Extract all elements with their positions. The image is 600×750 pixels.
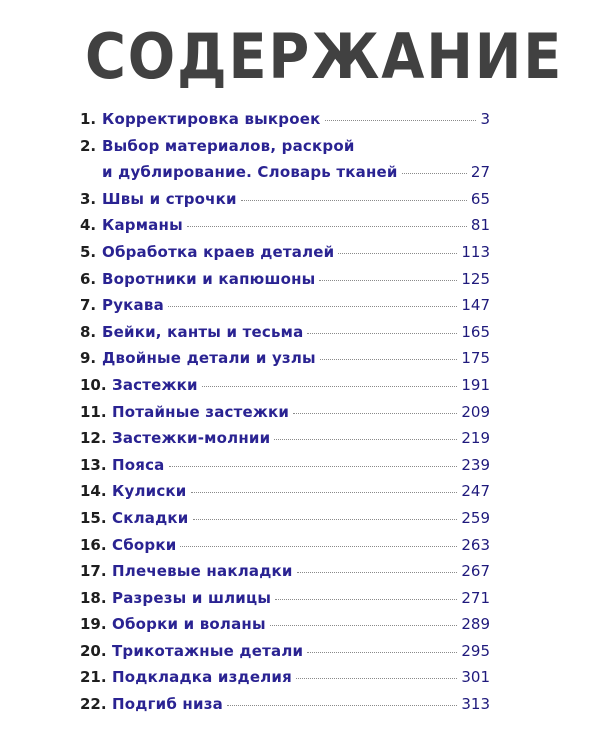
toc-page-number: 113	[461, 242, 490, 261]
toc-page-number: 191	[461, 375, 490, 394]
toc-page-number: 147	[461, 296, 490, 315]
dot-leader	[296, 678, 457, 679]
toc-entry-title: и дублирование. Словарь тканей	[102, 163, 398, 182]
toc-entry[interactable]	[80, 691, 490, 718]
toc-entry-title: Воротники и капюшоны	[102, 269, 316, 288]
toc-entry-title: Подкладка изделия	[112, 668, 292, 687]
toc-page-number: 301	[461, 668, 490, 687]
toc-entry-number: 1.	[80, 110, 97, 128]
dot-leader	[307, 333, 457, 334]
toc-entry[interactable]	[80, 345, 490, 372]
toc-entry-title: Швы и строчки	[102, 189, 237, 208]
dot-leader	[202, 386, 458, 387]
dot-leader	[270, 625, 458, 626]
toc-entry-title: Застежки-молнии	[112, 429, 271, 448]
toc-entry[interactable]	[80, 106, 490, 133]
dot-leader	[402, 173, 467, 174]
toc-entry[interactable]	[80, 532, 490, 559]
toc-entry-number: 12.	[80, 429, 107, 448]
toc-entry[interactable]	[80, 611, 490, 638]
toc-entry[interactable]	[80, 292, 490, 319]
toc-entry-title: Корректировка выкроек	[102, 110, 321, 128]
dot-leader	[307, 652, 457, 653]
toc-entry[interactable]	[80, 266, 490, 293]
toc-entry[interactable]	[80, 399, 490, 426]
toc-entry-number: 18.	[80, 588, 107, 607]
toc-entry[interactable]	[80, 558, 490, 585]
toc-page-number: 81	[470, 216, 490, 235]
toc-page-number: 289	[461, 615, 490, 634]
toc-entry-title: Двойные детали и узлы	[102, 349, 316, 368]
toc-entry-title: Выбор материалов, раскрой	[102, 136, 355, 155]
toc-entry-title: Потайные застежки	[112, 402, 290, 421]
toc-page-number: 219	[461, 429, 490, 448]
dot-leader	[325, 120, 477, 121]
toc-entry[interactable]	[80, 452, 490, 479]
toc-entry-number: 2.	[80, 136, 97, 155]
toc-page-number: 259	[461, 508, 490, 527]
dot-leader	[241, 200, 467, 201]
toc-entry-title: Оборки и воланы	[112, 615, 266, 634]
dot-leader	[187, 226, 467, 227]
toc-entry-number: 8.	[80, 322, 97, 341]
toc-entry-number: 9.	[80, 349, 97, 368]
toc-page-number: 65	[470, 189, 490, 208]
table-of-contents	[80, 106, 490, 718]
toc-entry[interactable]	[80, 425, 490, 452]
toc-entry-number: 4.	[80, 216, 97, 235]
toc-entry-number: 10.	[80, 375, 107, 394]
toc-entry-title: Карманы	[102, 216, 183, 235]
toc-entry-number: 7.	[80, 296, 97, 315]
toc-entry-number: 15.	[80, 508, 107, 527]
toc-entry[interactable]	[80, 585, 490, 612]
toc-entry-number: 17.	[80, 562, 107, 581]
toc-entry-title: Трикотажные детали	[112, 641, 304, 660]
dot-leader	[191, 492, 458, 493]
toc-page-number: 209	[461, 402, 490, 421]
toc-entry-number: 6.	[80, 269, 97, 288]
toc-entry[interactable]	[80, 319, 490, 346]
toc-entry[interactable]	[80, 372, 490, 399]
toc-page-number: 271	[461, 588, 490, 607]
toc-entry-title: Подгиб низа	[112, 695, 223, 714]
toc-page-number: 295	[461, 641, 490, 660]
toc-page-number: 3	[480, 110, 490, 128]
toc-entry-title: Обработка краев деталей	[102, 242, 335, 261]
toc-page-number: 247	[461, 482, 490, 501]
toc-entry[interactable]	[80, 186, 490, 213]
toc-page-number: 175	[461, 349, 490, 368]
toc-entry-number: 21.	[80, 668, 107, 687]
dot-leader	[319, 280, 457, 281]
dot-leader	[275, 599, 457, 600]
dot-leader	[168, 306, 457, 307]
toc-entry-title: Рукава	[102, 296, 164, 315]
toc-entry-number: 13.	[80, 455, 107, 474]
toc-entry-title: Сборки	[112, 535, 177, 554]
toc-entry[interactable]	[80, 505, 490, 532]
toc-page-number: 263	[461, 535, 490, 554]
toc-entry-number: 22.	[80, 695, 107, 714]
toc-entry-number: 16.	[80, 535, 107, 554]
toc-entry-title: Кулиски	[112, 482, 187, 501]
dot-leader	[169, 466, 458, 467]
toc-entry-title: Застежки	[112, 375, 198, 394]
toc-entry-number: 3.	[80, 189, 97, 208]
dot-leader	[193, 519, 458, 520]
dot-leader	[227, 705, 457, 706]
toc-entry-title: Плечевые накладки	[112, 562, 293, 581]
toc-entry[interactable]	[80, 664, 490, 691]
toc-entry-title: Разрезы и шлицы	[112, 588, 272, 607]
toc-entry-number: 11.	[80, 402, 107, 421]
dot-leader	[274, 439, 457, 440]
toc-entry[interactable]	[80, 638, 490, 665]
dot-leader	[297, 572, 458, 573]
dot-leader	[320, 359, 458, 360]
toc-entry-title: Бейки, канты и тесьма	[102, 322, 304, 341]
toc-entry[interactable]	[80, 212, 490, 239]
toc-page-number: 313	[461, 695, 490, 714]
toc-entry[interactable]	[80, 133, 490, 186]
toc-page-number: 165	[461, 322, 490, 341]
dot-leader	[180, 546, 457, 547]
toc-entry-number: 14.	[80, 482, 107, 501]
toc-entry-title: Складки	[112, 508, 189, 527]
dot-leader	[293, 413, 457, 414]
toc-entry[interactable]	[80, 478, 490, 505]
toc-page-number: 267	[461, 562, 490, 581]
toc-entry[interactable]	[80, 239, 490, 266]
dot-leader	[338, 253, 457, 254]
toc-page-number: 239	[461, 455, 490, 474]
toc-entry-number: 19.	[80, 615, 107, 634]
toc-entry-number: 20.	[80, 641, 107, 660]
page-title: СОДЕРЖАНИЕ	[85, 20, 564, 93]
toc-page-number: 125	[461, 269, 490, 288]
toc-entry-title: Пояса	[112, 455, 165, 474]
toc-page-number: 27	[470, 163, 490, 182]
toc-entry-number: 5.	[80, 242, 97, 261]
